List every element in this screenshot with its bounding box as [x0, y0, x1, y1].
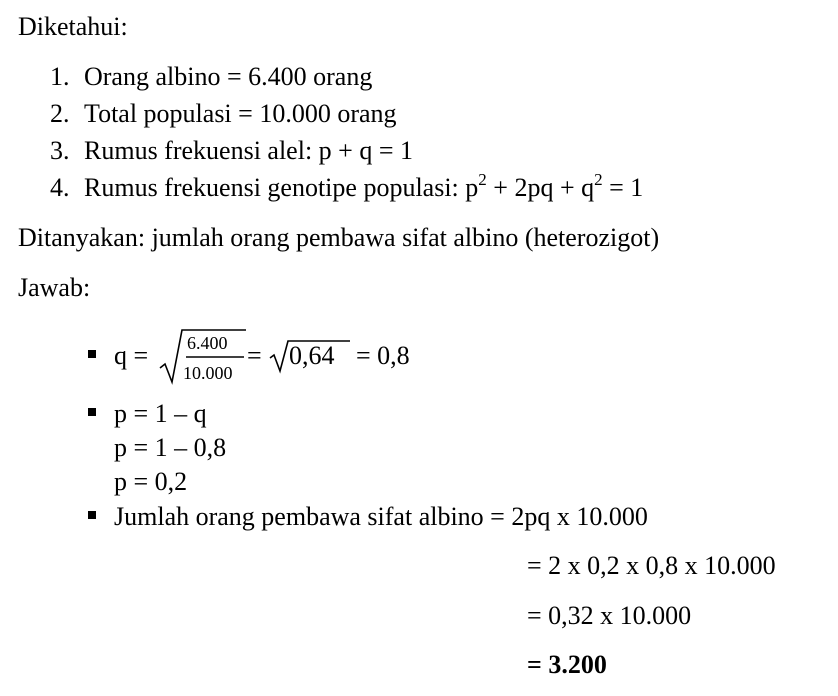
formula-part: = 1 [602, 173, 644, 202]
list-item-number: 4. [50, 173, 70, 202]
list-item: Orang albino = 6.400 orang [84, 62, 373, 91]
superscript: 2 [594, 170, 603, 189]
equals-sign: = [247, 341, 262, 370]
fraction-numerator: 6.400 [187, 333, 228, 353]
root-value: 0,64 [289, 341, 335, 370]
bullet-icon [88, 511, 96, 519]
diketahui-heading: Diketahui: [18, 12, 128, 41]
bullet-icon [88, 350, 96, 358]
p-line: p = 1 – q [114, 399, 207, 428]
list-item-number: 2. [50, 99, 70, 128]
jumlah-line: = 2 x 0,2 x 0,8 x 10.000 [527, 551, 776, 580]
list-item: Rumus frekuensi alel: p + q = 1 [84, 136, 413, 165]
formula-part: + 2pq + q [486, 173, 595, 202]
fraction-denominator: 10.000 [183, 363, 233, 383]
final-answer: = 3.200 [527, 650, 607, 679]
list-item: Total populasi = 10.000 orang [84, 99, 397, 128]
list-item-number: 3. [50, 136, 70, 165]
jawab-heading: Jawab: [18, 273, 91, 302]
p-line: p = 0,2 [114, 467, 188, 496]
q-result: = 0,8 [356, 341, 410, 370]
bullet-icon [88, 408, 96, 416]
p-line: p = 1 – 0,8 [114, 433, 227, 462]
q-lhs: q = [114, 341, 149, 370]
formula-part: Rumus frekuensi genotipe populasi: p [84, 173, 479, 202]
superscript: 2 [478, 170, 487, 189]
ditanyakan-text: Ditanyakan: jumlah orang pembawa sifat albino (heterozigot) [18, 223, 660, 252]
list-item-number: 1. [50, 62, 70, 91]
list-item-genotype-formula [84, 170, 644, 202]
jumlah-line: = 0,32 x 10.000 [527, 601, 692, 630]
jumlah-line: Jumlah orang pembawa sifat albino = 2pq x 10.000 [114, 502, 648, 531]
